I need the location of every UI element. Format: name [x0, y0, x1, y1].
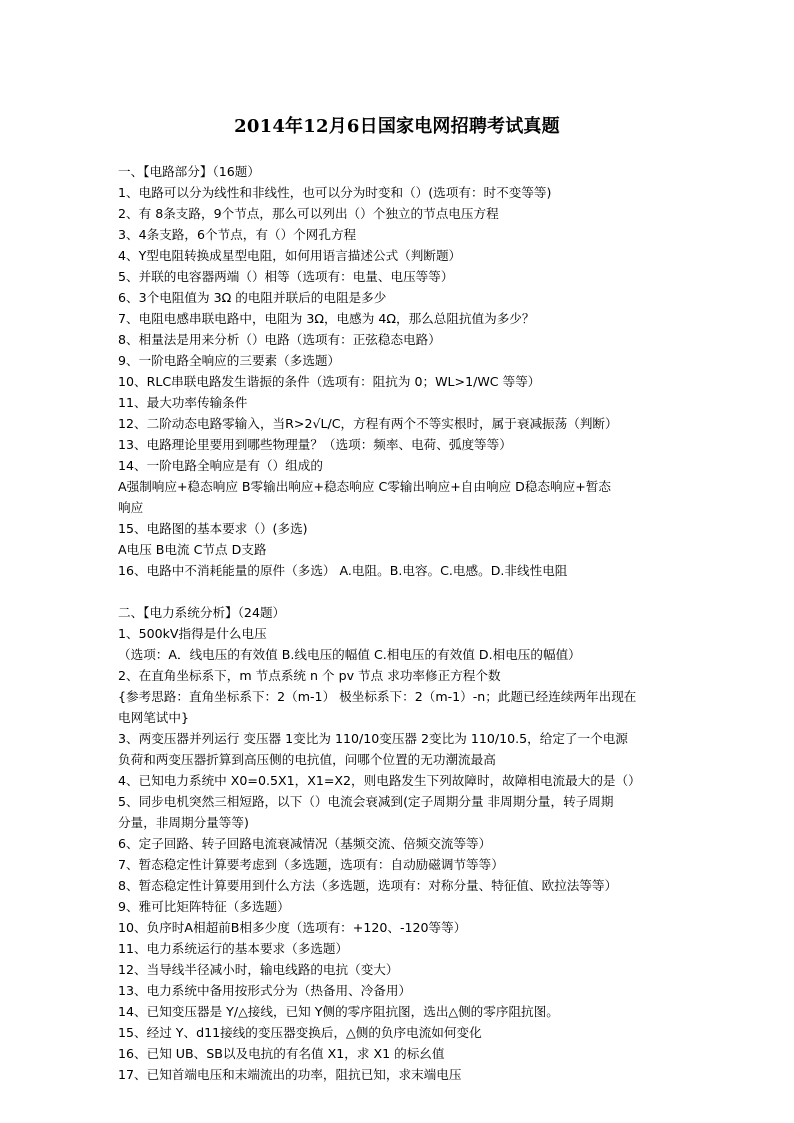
- question-line: 12、当导线半径减小时，输电线路的电抗（变大）: [118, 962, 399, 977]
- section-spacer: [118, 581, 684, 602]
- document-body: [118, 161, 684, 1085]
- question-line: 2、有 8条支路，9个节点，那么可以列出（）个独立的节点电压方程: [118, 206, 499, 221]
- question-line: 4、Y型电阻转换成星型电阻，如何用语言描述公式（判断题）: [118, 248, 462, 263]
- question-line: 13、电力系统中备用按形式分为（热备用、冷备用）: [118, 983, 412, 998]
- question-line: 15、电路图的基本要求（）(多选): [118, 521, 308, 536]
- answer-options-line: A强制响应+稳态响应 B零输出响应+稳态响应 C零输出响应+自由响应 D稳态响应+暂态: [118, 479, 611, 494]
- question-line: 4、已知电力系统中 X0=0.5X1，X1=X2，则电路发生下列故障时，故障相电流最大的是（）: [118, 773, 641, 788]
- question-line: 11、最大功率传输条件: [118, 395, 248, 410]
- question-line: 3、两变压器并列运行 变压器 1变比为 110/10变压器 2变比为 110/10.5，给定了一个电源: [118, 731, 628, 746]
- question-line: 6、3个电阻值为 3Ω 的电阻并联后的电阻是多少: [118, 290, 387, 305]
- question-line: 16、已知 UB、SB以及电抗的有名值 X1，求 X1 的标幺值: [118, 1046, 445, 1061]
- question-line: 16、电路中不消耗能量的原件（多选） A.电阻。B.电容。C.电感。D.非线性电阻: [118, 563, 568, 578]
- question-line: 1、500kV指得是什么电压: [118, 626, 267, 641]
- question-line: 12、二阶动态电路零输入，当R>2√L/C，方程有两个不等实根时，属于衰减振荡（判断）: [118, 416, 618, 431]
- question-line: 14、已知变压器是 Y/△接线，已知 Y侧的零序阻抗图，选出△侧的零序阻抗图。: [118, 1004, 559, 1019]
- section-circuit-questions: [118, 182, 684, 581]
- question-line: 8、暂态稳定性计算要用到什么方法（多选题，选项有：对称分量、特征值、欧拉法等等）: [118, 878, 618, 893]
- answer-options-line: 响应: [118, 500, 144, 515]
- answer-options-line: （选项：A．线电压的有效值 B.线电压的幅值 C.相电压的有效值 D.相电压的幅值）: [118, 647, 581, 662]
- question-line: 1、电路可以分为线性和非线性，也可以分为时变和（）(选项有：时不变等等): [118, 185, 552, 200]
- question-line: 11、电力系统运行的基本要求（多选题）: [118, 941, 349, 956]
- question-line: 负荷和两变压器折算到高压侧的电抗值，问哪个位置的无功潮流最高: [118, 752, 496, 767]
- question-line: 9、一阶电路全响应的三要素（多选题）: [118, 353, 341, 368]
- section-heading-circuit: 一、【电路部分】（16题）: [118, 164, 260, 179]
- note-line: 电网笔试中}: [118, 710, 189, 725]
- question-line: 9、雅可比矩阵特征（多选题）: [118, 899, 290, 914]
- question-line: 3、4条支路，6个节点，有（）个网孔方程: [118, 227, 357, 242]
- page-title: 2014年12月6日国家电网招聘考试真题: [234, 116, 560, 137]
- note-line: {参考思路：直角坐标系下：2（m-1） 极坐标系下：2（m-1）-n；此题已经连续两年出现在: [118, 689, 637, 704]
- question-line: 6、定子回路、转子回路电流衰减情况（基频交流、倍频交流等等）: [118, 836, 492, 851]
- question-line: 10、RLC串联电路发生谐振的条件（选项有：阻抗为 0；WL>1/WC 等等）: [118, 374, 541, 389]
- question-line: 分量，非周期分量等等): [118, 815, 249, 830]
- question-line: 7、暂态稳定性计算要考虑到（多选题，选项有：自动励磁调节等等）: [118, 857, 504, 872]
- question-line: 17、已知首端电压和末端流出的功率，阻抗已知，求末端电压: [118, 1067, 462, 1082]
- question-line: 2、在直角坐标系下，m 节点系统 n 个 pv 节点 求功率修正方程个数: [118, 668, 501, 683]
- question-line: 14、一阶电路全响应是有（）组成的: [118, 458, 323, 473]
- question-line: 7、电阻电感串联电路中，电阻为 3Ω，电感为 4Ω，那么总阻抗值为多少？: [118, 311, 535, 326]
- question-line: 5、同步电机突然三相短路，以下（）电流会衰减到(定子周期分量 非周期分量，转子周期: [118, 794, 614, 809]
- question-line: 15、经过 Y、d11接线的变压器变换后，△侧的负序电流如何变化: [118, 1025, 482, 1040]
- section-heading-power-system: 二、【电力系统分析】（24题）: [118, 605, 286, 620]
- question-line: 10、负序时A相超前B相多少度（选项有：+120、-120等等）: [118, 920, 467, 935]
- question-line: 13、电路理论里要用到哪些物理量？（选项：频率、电荷、弧度等等）: [118, 437, 512, 452]
- answer-options-line: A电压 B电流 C节点 D支路: [118, 542, 267, 557]
- section-power-system-questions: [118, 623, 684, 1085]
- question-line: 5、并联的电容器两端（）相等（选项有：电量、电压等等）: [118, 269, 454, 284]
- question-line: 8、相量法是用来分析（）电路（选项有：正弦稳态电路）: [118, 332, 441, 347]
